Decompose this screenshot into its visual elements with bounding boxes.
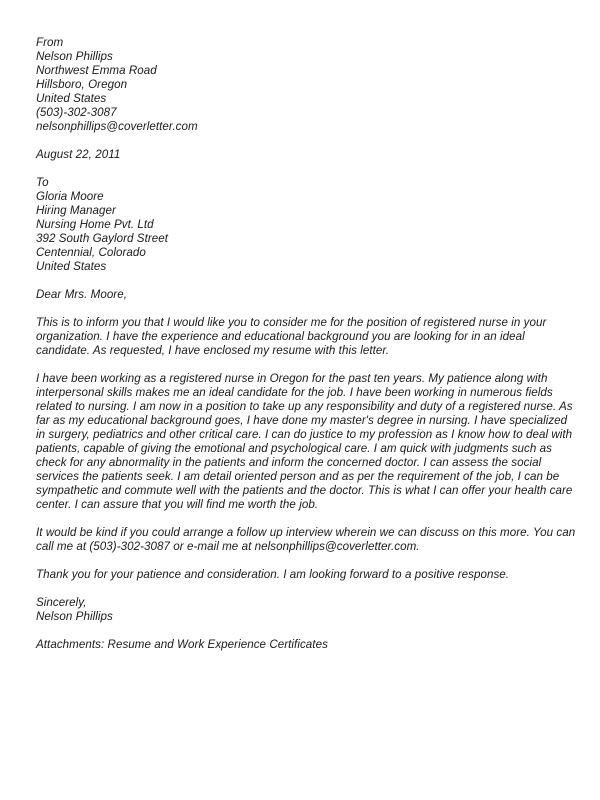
salutation: Dear Mrs. Moore,	[36, 288, 127, 301]
salutation-line	[36, 288, 576, 302]
sender-name: Nelson Phillips	[36, 50, 113, 63]
spacer	[36, 134, 576, 148]
cover-letter	[36, 36, 576, 652]
closing-block	[36, 596, 576, 624]
recipient-heading: To	[36, 176, 49, 189]
recipient-title: Hiring Manager	[36, 204, 116, 217]
sender-street: Northwest Emma Road	[36, 64, 157, 77]
spacer	[36, 512, 576, 526]
body-paragraph-experience: I have been working as a registered nurse in Oregon for the past ten years. My patience along with interpersonal skills makes me an ideal candidate for the job. I have been working in numerous fields related to nursing. I am now in a position to take up any responsibility and duty of a registered nurse. As far as my educational background goes, I have done my master's degree in nursing. I have specialized in surgery, pediatrics and other critical care. I can do justice to my profession as I know how to deal with patients, capable of giving the emotional and psychological care. I am quick with judgments such as check for any abnormality in the patients and inform the concerned doctor. I can assess the social services the patients seek. I am detail oriented person and as per the requirement of the job, I can be sympathetic and commute well with the patients and the doctor. This is what I can offer your health care center. I can assure that you will find me worth the job.	[36, 372, 573, 511]
attachments-line: Attachments: Resume and Work Experience Certificates	[36, 638, 328, 651]
sender-heading: From	[36, 36, 64, 49]
valediction: Sincerely,	[36, 596, 87, 609]
body-paragraph-thanks: Thank you for your patience and consideration. I am looking forward to a positive response.	[36, 568, 510, 581]
spacer	[36, 162, 576, 176]
spacer	[36, 274, 576, 288]
recipient-country: United States	[36, 260, 107, 273]
spacer	[36, 358, 576, 372]
recipient-name: Gloria Moore	[36, 190, 104, 203]
spacer	[36, 302, 576, 316]
sender-phone: (503)-302-3087	[36, 106, 117, 119]
date-line	[36, 148, 576, 162]
body-paragraph-intro: This is to inform you that I would like you to consider me for the position of registered nurse in your organization. I have the experience and educational background you are looking for in an ideal candidate. As requested, I have enclosed my resume with this letter.	[36, 316, 547, 357]
recipient-company: Nursing Home Pvt. Ltd	[36, 218, 154, 231]
sender-country: United States	[36, 92, 107, 105]
attachments-block	[36, 638, 576, 652]
sender-address-block	[36, 36, 576, 134]
letter-date: August 22, 2011	[36, 148, 121, 161]
sender-city-state: Hillsboro, Oregon	[36, 78, 128, 91]
spacer	[36, 554, 576, 568]
recipient-street: 392 South Gaylord Street	[36, 232, 169, 245]
spacer	[36, 624, 576, 638]
recipient-address-block	[36, 176, 576, 274]
spacer	[36, 582, 576, 596]
signature-name: Nelson Phillips	[36, 610, 113, 623]
sender-email: nelsonphillips@coverletter.com	[36, 120, 198, 133]
body-paragraph-contact: It would be kind if you could arrange a follow up interview wherein we can discuss on this more. You can call me at (503)-302-3087 or e-mail me at nelsonphillips@coverletter.com.	[36, 526, 576, 553]
recipient-city-state: Centennial, Colorado	[36, 246, 146, 259]
